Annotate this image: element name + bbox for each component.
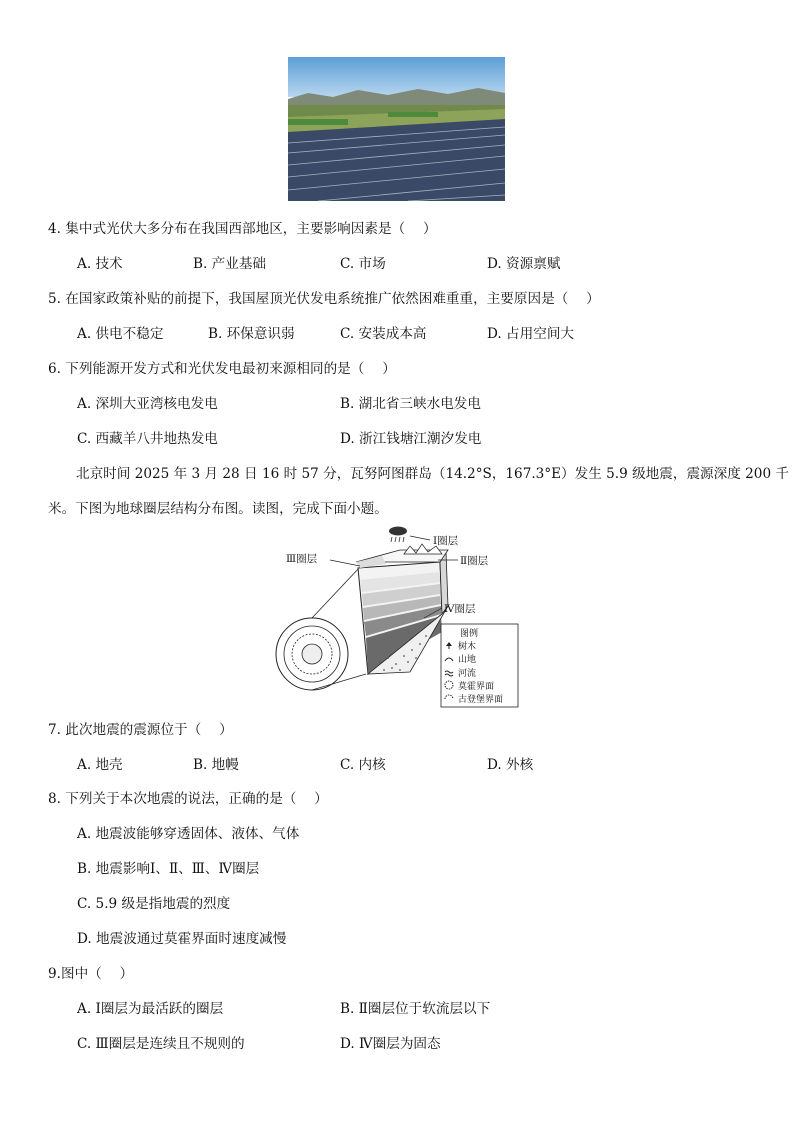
q5-option-c: C. 安装成本高 — [340, 326, 427, 342]
question-6-stem: 6. 下列能源开发方式和光伏发电最初来源相同的是（ ） — [48, 361, 396, 377]
legend-item-mountain: 山地 — [458, 655, 477, 665]
q6-option-d: D. 浙江钱塘江潮汐发电 — [340, 431, 482, 447]
q6-option-c: C. 西藏羊八井地热发电 — [77, 431, 218, 447]
label-layer-1: Ⅰ圈层 — [433, 535, 459, 547]
question-8-stem: 8. 下列关于本次地震的说法，正确的是（ ） — [48, 791, 328, 807]
legend-item-river: 河流 — [458, 669, 477, 679]
q7-option-c: C. 内核 — [340, 757, 386, 773]
solar-farm-photo — [288, 57, 505, 201]
q5-option-d: D. 占用空间大 — [487, 326, 575, 342]
legend-item-tree: 树木 — [458, 642, 477, 652]
passage-line-2: 米。下图为地球圈层结构分布图。读图，完成下面小题。 — [48, 501, 388, 517]
cloud-icon — [389, 527, 407, 543]
q9-option-a: A. Ⅰ圈层为最活跃的圈层 — [77, 1001, 224, 1017]
q5-option-b: B. 环保意识弱 — [208, 326, 295, 342]
diagram-legend — [441, 624, 518, 707]
q7-option-a: A. 地壳 — [77, 757, 123, 773]
q4-option-d: D. 资源禀赋 — [487, 256, 561, 272]
legend-item-gutenberg: 古登堡界面 — [458, 695, 504, 705]
question-5-stem: 5. 在国家政策补贴的前提下，我国屋顶光伏发电系统推广依然困难重重，主要原因是（ ） — [48, 291, 600, 307]
q4-option-b: B. 产业基础 — [193, 256, 267, 272]
question-4-stem: 4. 集中式光伏大多分布在我国西部地区，主要影响因素是（ ） — [48, 221, 437, 237]
question-7-stem: 7. 此次地震的震源位于（ ） — [48, 722, 233, 738]
passage-line-1: 北京时间 2025 年 3 月 28 日 16 时 57 分，瓦努阿图群岛（14.2°S，167.3°E）发生 5.9 级地震，震源深度 200 千 — [76, 466, 790, 482]
q5-option-a: A. 供电不稳定 — [77, 326, 164, 342]
q9-option-c: C. Ⅲ圈层是连续且不规则的 — [77, 1036, 245, 1052]
q6-option-a: A. 深圳大亚湾核电发电 — [77, 396, 218, 412]
earth-sphere-diagram — [270, 522, 522, 710]
q8-option-d: D. 地震波通过莫霍界面时速度减慢 — [77, 931, 287, 947]
label-layer-2: Ⅱ圈层 — [460, 555, 489, 567]
q8-option-b: B. 地震影响Ⅰ、Ⅱ、Ⅲ、Ⅳ圈层 — [77, 861, 260, 877]
q9-option-d: D. Ⅳ圈层为固态 — [340, 1036, 441, 1052]
q4-option-c: C. 市场 — [340, 256, 386, 272]
q7-option-d: D. 外核 — [487, 757, 534, 773]
q9-option-b: B. Ⅱ圈层位于软流层以下 — [340, 1001, 491, 1017]
q6-option-b: B. 湖北省三峡水电发电 — [340, 396, 481, 412]
question-9-stem: 9.图中（ ） — [48, 966, 134, 982]
earth-cross-section — [276, 618, 348, 690]
q7-option-b: B. 地幔 — [193, 757, 239, 773]
layer-block — [356, 544, 448, 674]
legend-title: 图例 — [460, 629, 479, 639]
q8-option-c: C. 5.9 级是指地震的烈度 — [77, 896, 231, 912]
q8-option-a: A. 地震波能够穿透固体、液体、气体 — [77, 826, 300, 842]
legend-item-moho: 莫霍界面 — [458, 682, 495, 692]
q4-option-a: A. 技术 — [77, 256, 123, 272]
label-layer-4: Ⅳ圈层 — [444, 603, 476, 615]
label-layer-3: Ⅲ圈层 — [286, 553, 318, 565]
